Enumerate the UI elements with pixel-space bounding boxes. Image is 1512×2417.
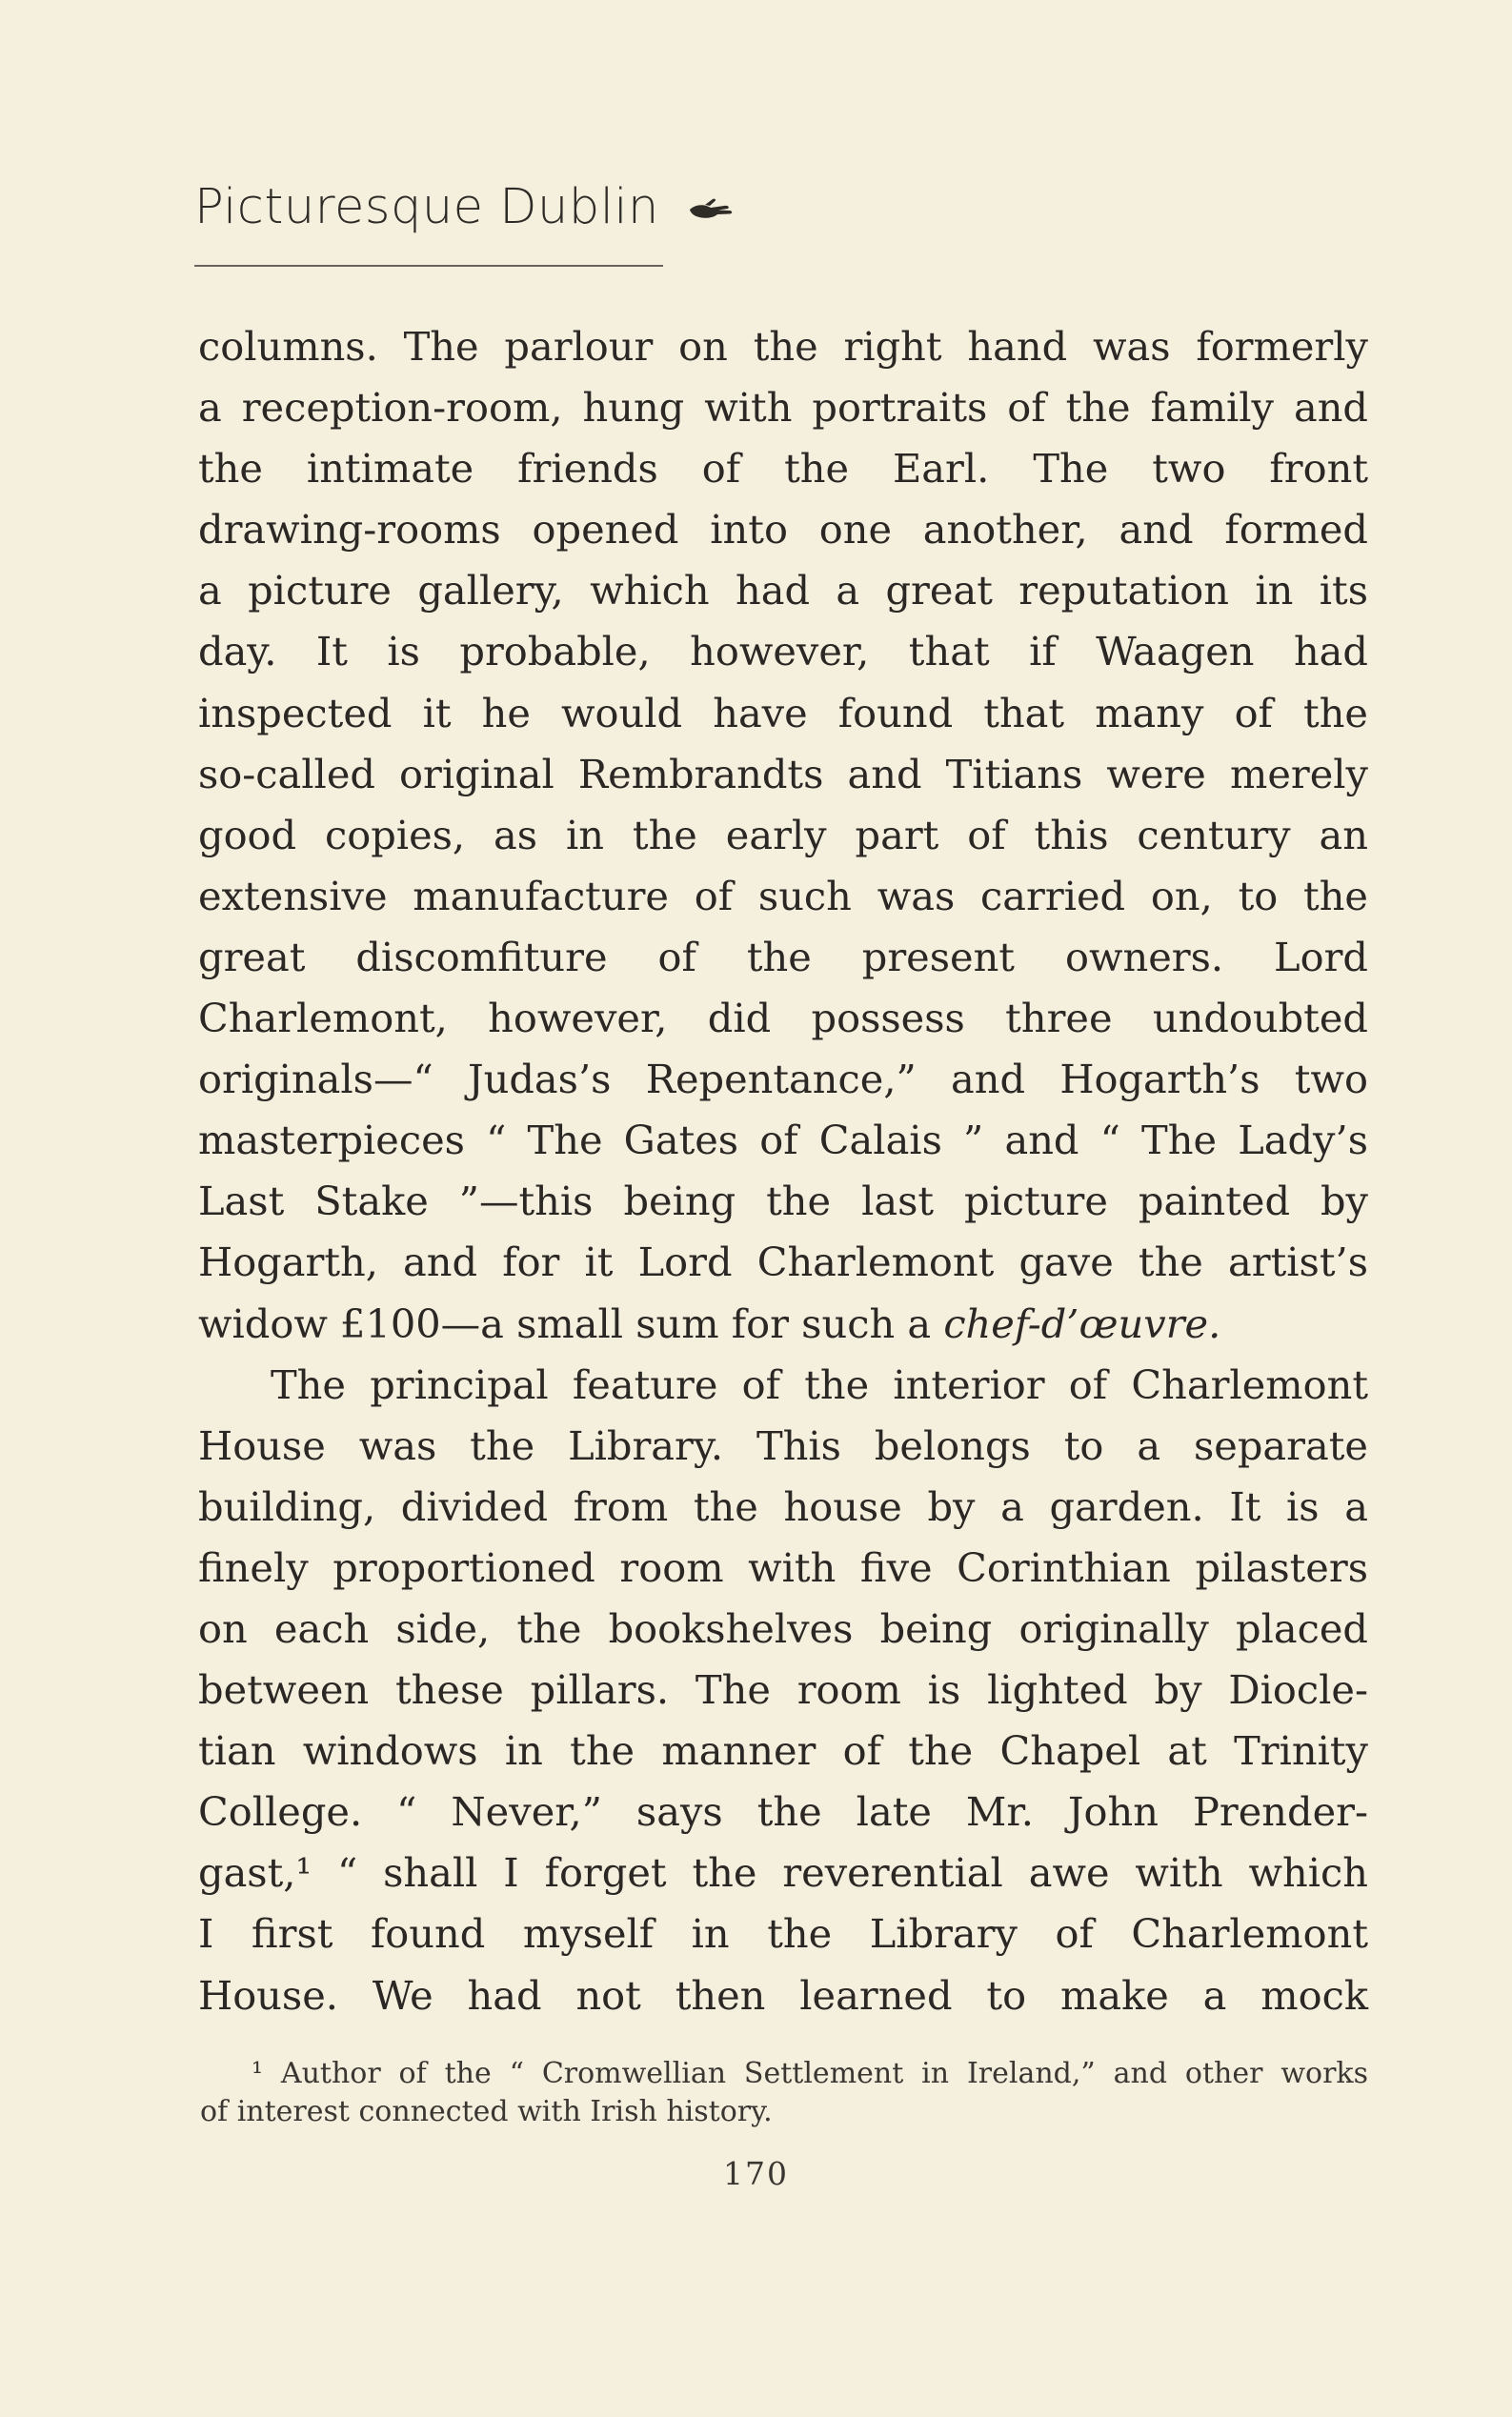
text-line [198, 988, 1368, 1049]
text-line [198, 377, 1368, 438]
text-line [198, 560, 1368, 621]
text-line [198, 1110, 1368, 1171]
footnote-line: of interest connected with Irish history. [200, 2095, 773, 2128]
body-text [198, 316, 1368, 2026]
text-line-content: inspected it he would have found that many of the [198, 689, 1368, 736]
text-line-content: on each side, the bookshelves being originally placed [198, 1604, 1368, 1652]
text-line-content: a reception-room, hung with portraits of the family and [198, 384, 1368, 432]
text-line-content: drawing-rooms opened into one another, and formed [198, 506, 1368, 554]
text-line [198, 1171, 1368, 1232]
page-number: 170 [723, 2155, 789, 2192]
text-line [198, 1782, 1368, 1843]
text-line [198, 316, 1368, 377]
footnotes [200, 2055, 1368, 2131]
text-line-content: gast,¹ “ shall I forget the reverential awe with which [198, 1849, 1368, 1897]
text-line-content: the intimate friends of the Earl. The two front [198, 445, 1368, 493]
text-line-content: columns. The parlour on the right hand was formerly [198, 323, 1368, 370]
text-line [198, 1049, 1368, 1110]
text-line [198, 621, 1368, 682]
text-line [198, 805, 1368, 866]
text-line-content: The principal feature of the interior of Charlemont [271, 1360, 1368, 1408]
text-line-content: great discomfiture of the present owners. Lord [198, 933, 1368, 980]
text-line [198, 1538, 1368, 1599]
text-line-content: originals—“ Judas’s Repentance,” and Hogarth’s two [198, 1056, 1368, 1103]
text-line [198, 744, 1368, 805]
text-line-content: between these pillars. The room is lighted by Diocle- [198, 1666, 1368, 1714]
text-line [198, 1477, 1368, 1538]
text-line-content: building, divided from the house by a garden. It is a [198, 1482, 1368, 1530]
italic-phrase: chef-d’œuvre. [943, 1299, 1221, 1347]
text-line-content: tian windows in the manner of the Chapel at Trinity [198, 1727, 1368, 1775]
text-line-content: masterpieces “ The Gates of Calais ” and “ The Lady’s [198, 1117, 1368, 1164]
text-line [198, 1355, 1368, 1416]
text-line [198, 1660, 1368, 1721]
text-line [198, 927, 1368, 988]
text-line [198, 499, 1368, 560]
text-line-content: day. It is probable, however, that if Waagen had [198, 628, 1368, 675]
text-line [198, 1843, 1368, 1903]
text-line-content: House was the Library. This belongs to a separate [198, 1421, 1368, 1469]
text-line-content: finely proportioned room with five Corinthian pilasters [198, 1543, 1368, 1591]
text-line-content: Last Stake ”—this being the last picture painted by [198, 1178, 1368, 1225]
text-line [198, 1232, 1368, 1293]
text-line-content: so-called original Rembrandts and Titians were merely [198, 750, 1368, 797]
text-line [198, 866, 1368, 927]
text-line [198, 1721, 1368, 1782]
text-line-content: Charlemont, however, did possess three undoubted [198, 995, 1368, 1042]
text-line-content: I first found myself in the Library of Charlemont [198, 1910, 1368, 1958]
text-line [198, 1965, 1368, 2026]
text-line [198, 1294, 1368, 1355]
text-line [198, 438, 1368, 499]
text-line-content: Hogarth, and for it Lord Charlemont gave the artist’s [198, 1239, 1368, 1286]
text-line-content: House. We had not then learned to make a mock [198, 1971, 1368, 2019]
pointing-hand-icon [686, 196, 743, 225]
text-line [198, 1599, 1368, 1660]
header-rule [194, 265, 663, 267]
text-line [198, 1416, 1368, 1477]
text-line [198, 683, 1368, 744]
running-head [194, 179, 743, 235]
text-line-content: College. “ Never,” says the late Mr. John Prender- [198, 1788, 1368, 1836]
text-line [198, 1903, 1368, 1964]
text-line-content: a picture gallery, which had a great reputation in its [198, 567, 1368, 614]
text-line-content: extensive manufacture of such was carried on, to the [198, 872, 1368, 919]
text-line-content: good copies, as in the early part of this century an [198, 811, 1368, 858]
footnote-line: ¹ Author of the “ Cromwellian Settlement in Ireland,” and other works [252, 2057, 1368, 2090]
running-head-title: Picturesque Dublin [194, 179, 659, 235]
text-line-content: widow £100—a small sum for such a [198, 1299, 944, 1347]
